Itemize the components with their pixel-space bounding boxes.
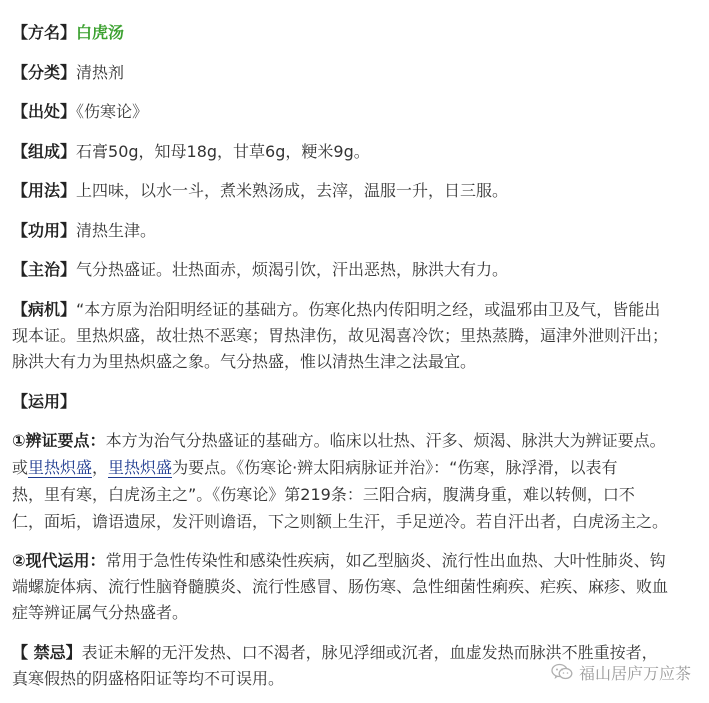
- bianzheng-text-1: 本方为治气分热盛证的基础方。临床以壮热、汗多、烦渴、脉洪大为辨证要点。: [105, 431, 666, 450]
- bingji-label: 【病机】: [12, 300, 77, 319]
- bingji-text-2: 现本证。里热炽盛，故壮热不恶寒；胃热津伤，故见渴喜冷饮；里热蒸腾，逼津外泄则汗出；: [12, 326, 669, 345]
- row-fenlei: [12, 60, 702, 86]
- chuchu-value: 《伤寒论》: [76, 102, 149, 121]
- row-yunyong: [12, 389, 702, 415]
- bianzheng-text-2-sep: ，: [92, 458, 109, 477]
- row-yongfa: [12, 178, 702, 204]
- xiandai-label: ②现代运用：: [12, 551, 106, 570]
- row-chuchu: [12, 99, 702, 125]
- fenlei-label: 【分类】: [12, 63, 77, 82]
- keyword-link-2[interactable]: 里热炽盛: [108, 458, 173, 477]
- xiandai-line-3: [12, 600, 702, 626]
- wechat-icon: [551, 663, 573, 681]
- bingji-text-3: 脉洪大有力为里热炽盛之象。气分热盛，惟以清热生津之法最宜。: [12, 352, 477, 371]
- bianzheng-line-4: [12, 509, 702, 535]
- xiandai-line-2: [12, 574, 702, 600]
- bingji-line-2: [12, 323, 702, 349]
- row-fangming: [12, 20, 702, 46]
- bianzheng-line-3: [12, 482, 702, 508]
- jinji-label: 【 禁忌】: [12, 643, 82, 662]
- zhuzhi-label: 【主治】: [12, 260, 77, 279]
- watermark-text: 福山居庐万应茶: [578, 663, 691, 683]
- row-zhuzhi: [12, 257, 702, 283]
- fangming-label: 【方名】: [12, 23, 77, 42]
- bianzheng-text-4: 仁，面垢，谵语遗尿，发汗则谵语，下之则额上生汗，手足逆冷。若自汗出者，白虎汤主之。: [12, 512, 669, 531]
- chuchu-label: 【出处】: [12, 102, 77, 121]
- yongfa-value: 上四味，以水一斗，煮米熟汤成，去滓，温服一升，日三服。: [76, 181, 509, 200]
- xiandai-text-2: 端螺旋体病、流行性脑脊髓膜炎、流行性感冒、肠伤寒、急性细菌性痢疾、疟疾、麻疹、败血: [12, 577, 669, 596]
- gongyong-label: 【功用】: [12, 221, 77, 240]
- zucheng-label: 【组成】: [12, 142, 77, 161]
- xiandai-text-1: 常用于急性传染性和感染性疾病，如乙型脑炎、流行性出血热、大叶性肺炎、钩: [105, 551, 666, 570]
- bianzheng-text-2-pre: 或: [12, 458, 29, 477]
- bianzheng-line-1: [12, 428, 702, 454]
- bianzheng-text-3: 热，里有寒，白虎汤主之”。《伤寒论》第219条：三阳合病，腹满身重，难以转侧，口不: [12, 485, 635, 504]
- yunyong-label: 【运用】: [12, 392, 77, 411]
- watermark: [551, 660, 691, 684]
- bingji-line-1: [12, 297, 702, 323]
- bianzheng-line-2: [12, 455, 702, 481]
- gongyong-value: 清热生津。: [76, 221, 157, 240]
- zhuzhi-value: 气分热盛证。壮热面赤，烦渴引饮，汗出恶热，脉洪大有力。: [76, 260, 509, 279]
- zucheng-value: 石膏50g，知母18g，甘草6g，粳米9g。: [76, 142, 370, 161]
- keyword-link-1[interactable]: 里热炽盛: [28, 458, 93, 477]
- bianzheng-label: ①辨证要点：: [12, 431, 106, 450]
- bingji-text-1: “本方原为治阳明经证的基础方。伤寒化热内传阳明之经，或温邪由卫及气，皆能出: [76, 300, 661, 319]
- fenlei-value: 清热剂: [76, 63, 125, 82]
- bingji-line-3: [12, 349, 702, 375]
- jinji-text-1: 表证未解的无汗发热、口不渴者，脉见浮细或沉者，血虚发热而脉洪不胜重按者，: [81, 643, 658, 662]
- row-gongyong: [12, 218, 702, 244]
- xiandai-text-3: 症等辨证属气分热盛者。: [12, 603, 189, 622]
- bianzheng-text-2-post: 为要点。《伤寒论·辨太阳病脉证并治》：“伤寒，脉浮滑，以表有: [172, 458, 618, 477]
- jinji-text-2: 真寒假热的阴盛格阳证等均不可误用。: [12, 669, 285, 688]
- yongfa-label: 【用法】: [12, 181, 77, 200]
- xiandai-line-1: [12, 548, 702, 574]
- row-zucheng: [12, 139, 702, 165]
- fangming-value: 白虎汤: [76, 23, 125, 42]
